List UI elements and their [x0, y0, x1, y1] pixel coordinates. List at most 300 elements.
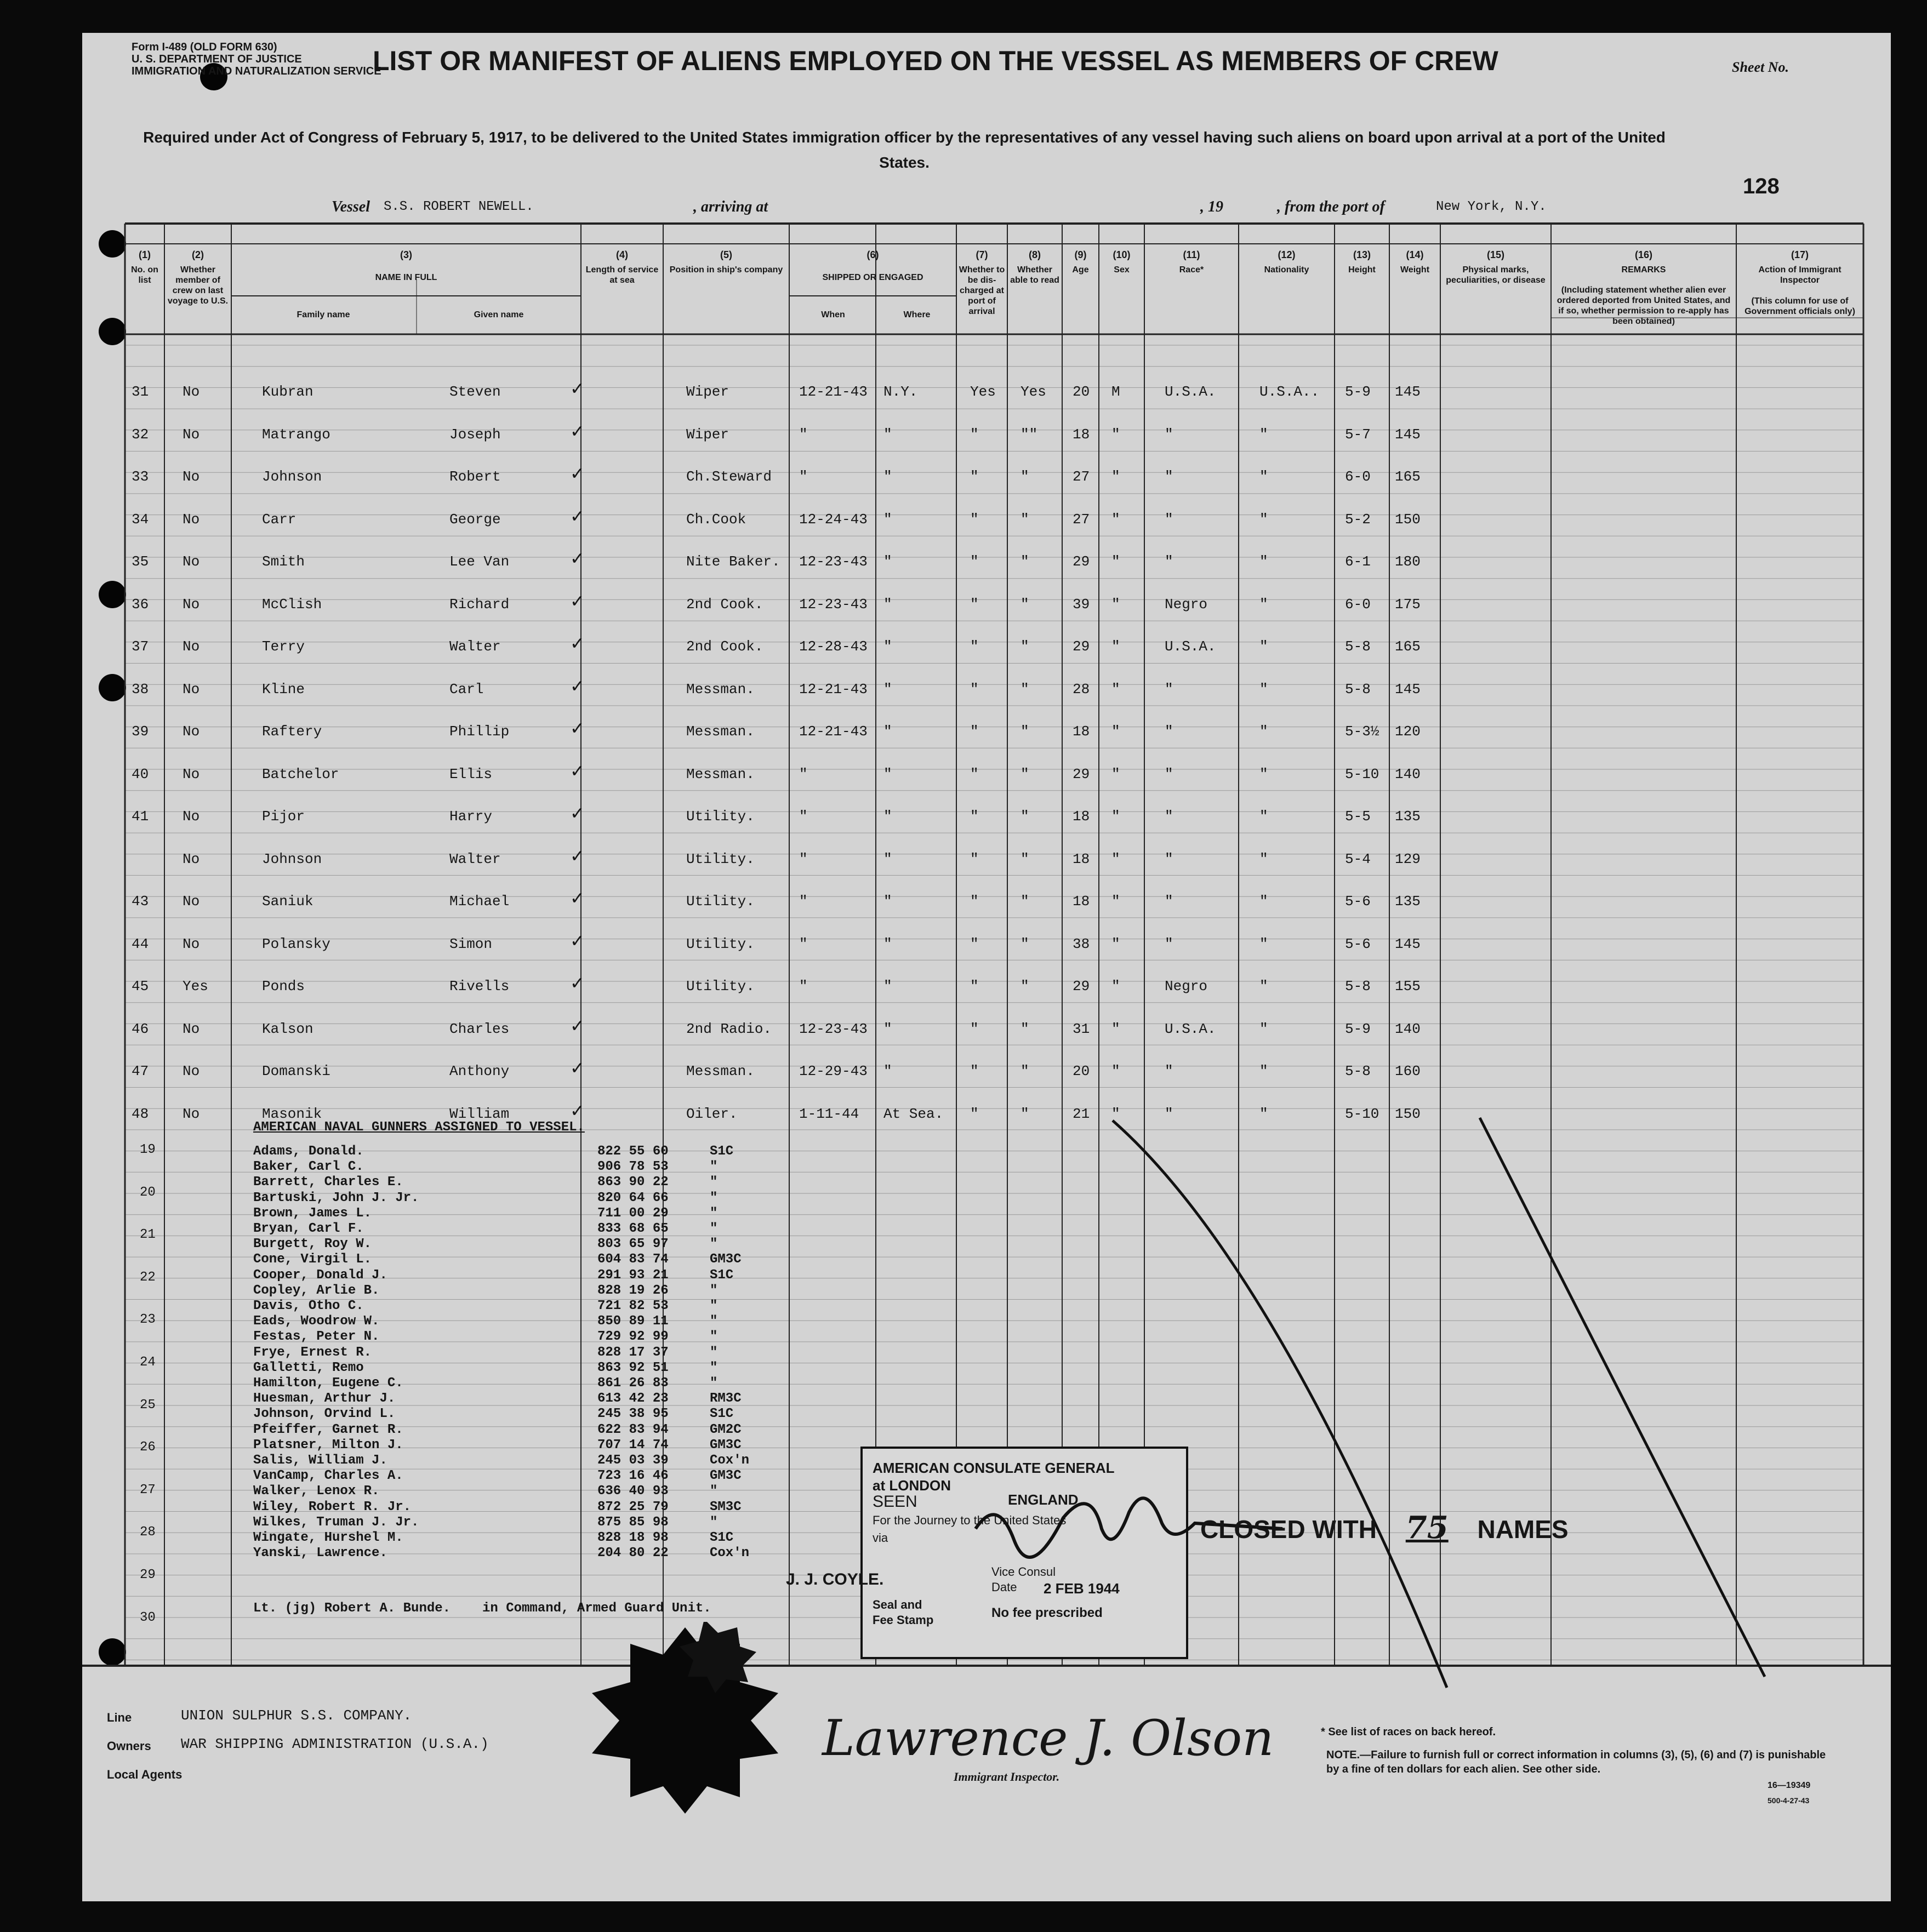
stamp-seal: Seal and [873, 1598, 922, 1611]
crew-age: 29 [1073, 765, 1090, 782]
crew-shipped-where: At Sea. [883, 1105, 944, 1122]
lower-row-number: 22 [140, 1270, 156, 1285]
arriving-label: , arriving at [693, 198, 768, 215]
check-icon: ✓ [570, 930, 585, 951]
gunner-rating: S1C [710, 1407, 734, 1422]
crew-shipped-when: 12-29-43 [799, 1063, 868, 1079]
column-header: Length of service at sea [585, 265, 659, 285]
crew-age: 18 [1073, 426, 1090, 443]
crew-sex: " [1111, 893, 1120, 910]
crew-row-number: 43 [132, 893, 149, 910]
crew-given-name: William [449, 1105, 510, 1122]
crew-shipped-where: " [883, 935, 892, 952]
lower-row-number: 23 [140, 1312, 156, 1328]
check-icon: ✓ [570, 1015, 585, 1036]
column-header: Age [1072, 265, 1089, 275]
gunner-service-number: 707 14 74 [597, 1437, 669, 1453]
crew-row-number: 44 [132, 935, 149, 952]
column-header: Whether able to read [1010, 265, 1059, 285]
gunner-rating: " [710, 1376, 718, 1391]
owners-label: Owners [107, 1739, 151, 1753]
crew-position: 2nd Cook. [686, 596, 763, 613]
crew-able-to-read: Yes [1020, 384, 1046, 400]
gunner-name: Cone, Virgil L. [253, 1252, 372, 1267]
crew-shipped-when: " [799, 808, 808, 825]
form-code-2: 500-4-27-43 [1768, 1796, 1810, 1805]
crew-age: 39 [1073, 596, 1090, 613]
gunner-name: Cooper, Donald J. [253, 1267, 387, 1283]
gunner-service-number: 245 03 39 [597, 1453, 669, 1468]
stamp-line3: SEEN [873, 1493, 917, 1511]
crew-sex: M [1111, 384, 1120, 400]
column-number: (4) [616, 249, 628, 260]
crew-race: " [1165, 1105, 1173, 1122]
gunner-service-number: 204 80 22 [597, 1546, 669, 1561]
column-number: (13) [1353, 249, 1371, 260]
crew-shipped-where: " [883, 808, 892, 825]
crew-prior-voyage: No [183, 468, 200, 485]
lower-row-number: 27 [140, 1482, 156, 1497]
crew-height: 5-8 [1345, 1063, 1371, 1079]
crew-position: Messman. [686, 681, 755, 698]
crew-nationality: " [1259, 596, 1268, 613]
inspector-signature: Lawrence J. Olson [822, 1710, 1274, 1767]
closed-suffix: NAMES [1477, 1515, 1569, 1544]
gunner-service-number: 622 83 94 [597, 1422, 669, 1437]
crew-family-name: Terry [262, 638, 305, 655]
crew-row-number: 33 [132, 468, 149, 485]
gunner-rating: SM3C [710, 1499, 742, 1514]
column-number: (3) [400, 249, 412, 260]
stamp-line1: AMERICAN CONSULATE GENERAL [873, 1460, 1115, 1476]
crew-height: 5-4 [1345, 850, 1371, 867]
crew-discharged: Yes [970, 384, 996, 400]
crew-family-name: Pijor [262, 808, 305, 825]
stamp-line4: For the Journey to the United States [873, 1513, 1067, 1527]
crew-race: " [1165, 553, 1173, 570]
year-label: , 19 [1200, 198, 1223, 215]
crew-prior-voyage: No [183, 765, 200, 782]
crew-discharged: " [970, 765, 979, 782]
check-icon: ✓ [570, 888, 585, 908]
lower-row-number: 28 [140, 1525, 156, 1540]
crew-shipped-when: " [799, 935, 808, 952]
gunner-rating: " [710, 1484, 718, 1499]
gunner-service-number: 820 64 66 [597, 1190, 669, 1205]
gunner-service-number: 875 85 98 [597, 1514, 669, 1530]
crew-nationality: " [1259, 765, 1268, 782]
check-icon: ✓ [570, 760, 585, 781]
crew-discharged: " [970, 1063, 979, 1079]
crew-discharged: " [970, 468, 979, 485]
crew-able-to-read: " [1020, 893, 1029, 910]
gunner-rating: " [710, 1175, 718, 1190]
column-number: (7) [976, 249, 988, 260]
crew-race: U.S.A. [1165, 638, 1216, 655]
crew-race: U.S.A. [1165, 1020, 1216, 1037]
inspector-signature-label: Immigrant Inspector. [954, 1770, 1060, 1784]
crew-row-number: 48 [132, 1105, 149, 1122]
crew-race: Negro [1165, 596, 1208, 613]
lower-row-number: 29 [140, 1568, 156, 1582]
from-port: New York, N.Y. [1436, 199, 1547, 214]
crew-shipped-where: " [883, 511, 892, 528]
crew-able-to-read: " [1020, 978, 1029, 994]
gunner-service-number: 723 16 46 [597, 1468, 669, 1484]
action-note: (This column for use of Government officials only) [1744, 296, 1855, 316]
crew-race: " [1165, 468, 1173, 485]
crew-race: " [1165, 808, 1173, 825]
gunner-service-number: 729 92 99 [597, 1329, 669, 1345]
crew-nationality: " [1259, 1063, 1268, 1079]
crew-discharged: " [970, 681, 979, 698]
check-icon: ✓ [570, 378, 585, 399]
crew-family-name: Kline [262, 681, 305, 698]
crew-race: Negro [1165, 978, 1208, 994]
check-icon: ✓ [570, 1100, 585, 1121]
column-header: Sex [1114, 265, 1130, 275]
gunner-name: Burgett, Roy W. [253, 1237, 372, 1252]
crew-family-name: Masonik [262, 1105, 322, 1122]
crew-shipped-where: " [883, 1020, 892, 1037]
column-number: (9) [1074, 249, 1087, 260]
crew-shipped-when: 12-23-43 [799, 553, 868, 570]
gunner-rating: GM3C [710, 1468, 742, 1484]
crew-prior-voyage: No [183, 1105, 200, 1122]
crew-age: 20 [1073, 1063, 1090, 1079]
crew-shipped-when: 12-23-43 [799, 596, 868, 613]
commander-name: Lt. (jg) Robert A. Bunde. [253, 1601, 451, 1616]
crew-prior-voyage: No [183, 850, 200, 867]
gunner-service-number: 604 83 74 [597, 1252, 669, 1267]
crew-shipped-when: 12-21-43 [799, 723, 868, 740]
crew-discharged: " [970, 1105, 979, 1122]
lower-row-number: 25 [140, 1397, 156, 1413]
crew-row-number: 32 [132, 426, 149, 443]
column-header: Height [1348, 265, 1376, 275]
gunner-name: Bartuski, John J. Jr. [253, 1190, 419, 1205]
crew-sex: " [1111, 808, 1120, 825]
gunner-service-number: 863 92 51 [597, 1360, 669, 1375]
crew-able-to-read: " [1020, 765, 1029, 782]
crew-discharged: " [970, 893, 979, 910]
crew-race: " [1165, 1063, 1173, 1079]
crew-given-name: Walter [449, 850, 501, 867]
crew-race: " [1165, 723, 1173, 740]
crew-family-name: Kalson [262, 1020, 313, 1037]
commander-role: in Command, Armed Guard Unit. [482, 1601, 711, 1616]
crew-shipped-where: " [883, 1063, 892, 1079]
crew-given-name: Richard [449, 596, 510, 613]
crew-able-to-read: " [1020, 1105, 1029, 1122]
crew-weight: 165 [1395, 638, 1421, 655]
crew-race: " [1165, 893, 1173, 910]
check-icon: ✓ [570, 675, 585, 696]
column-header: REMARKS [1621, 265, 1666, 275]
crew-family-name: Matrango [262, 426, 330, 443]
crew-prior-voyage: No [183, 596, 200, 613]
crew-height: 5-9 [1345, 384, 1371, 400]
crew-nationality: " [1259, 468, 1268, 485]
gunner-name: Copley, Arlie B. [253, 1283, 380, 1298]
crew-able-to-read: " [1020, 681, 1029, 698]
column-number: (11) [1183, 249, 1200, 260]
gunner-service-number: 863 90 22 [597, 1175, 669, 1190]
crew-shipped-when: " [799, 765, 808, 782]
gunner-rating: S1C [710, 1144, 734, 1159]
check-icon: ✓ [570, 718, 585, 739]
crew-weight: 120 [1395, 723, 1421, 740]
stamp-fee: Fee Stamp [873, 1613, 934, 1627]
column-number: (17) [1791, 249, 1809, 260]
crew-nationality: " [1259, 935, 1268, 952]
crew-nationality: " [1259, 1105, 1268, 1122]
crew-family-name: Polansky [262, 935, 330, 952]
crew-sex: " [1111, 553, 1120, 570]
gunner-name: Wiley, Robert R. Jr. [253, 1499, 412, 1514]
gunner-name: Brown, James L. [253, 1205, 372, 1221]
crew-shipped-where: " [883, 723, 892, 740]
check-icon: ✓ [570, 505, 585, 527]
crew-sex: " [1111, 765, 1120, 782]
gunner-service-number: 828 17 37 [597, 1345, 669, 1360]
crew-prior-voyage: No [183, 723, 200, 740]
crew-height: 5-2 [1345, 511, 1371, 528]
column-number: (6) [866, 249, 879, 260]
gunner-rating: GM3C [710, 1437, 742, 1453]
crew-position: Ch.Cook [686, 511, 746, 528]
crew-prior-voyage: No [183, 893, 200, 910]
column-number: (5) [720, 249, 732, 260]
check-icon: ✓ [570, 845, 585, 866]
crew-height: 5-8 [1345, 681, 1371, 698]
gunner-rating: GM2C [710, 1422, 742, 1437]
from-port-label: , from the port of [1277, 198, 1385, 215]
crew-position: Utility. [686, 893, 755, 910]
crew-position: Messman. [686, 1063, 755, 1079]
crew-sex: " [1111, 723, 1120, 740]
crew-discharged: " [970, 935, 979, 952]
crew-shipped-when: " [799, 426, 808, 443]
crew-age: 18 [1073, 893, 1090, 910]
gunner-service-number: 711 00 29 [597, 1205, 669, 1221]
crew-nationality: U.S.A.. [1259, 384, 1320, 400]
crew-given-name: Simon [449, 935, 493, 952]
crew-sex: " [1111, 426, 1120, 443]
crew-age: 28 [1073, 681, 1090, 698]
gunner-service-number: 828 18 98 [597, 1530, 669, 1545]
crew-able-to-read: "" [1020, 426, 1038, 443]
races-note: * See list of races on back hereof. [1321, 1726, 1496, 1738]
stamp-title: Vice Consul [991, 1565, 1056, 1579]
column-number: (14) [1406, 249, 1424, 260]
crew-weight: 150 [1395, 1105, 1421, 1122]
gunner-service-number: 828 19 26 [597, 1283, 669, 1298]
crew-able-to-read: " [1020, 935, 1029, 952]
gunner-rating: " [710, 1329, 718, 1345]
crew-given-name: Lee Van [449, 553, 510, 570]
crew-age: 18 [1073, 723, 1090, 740]
crew-able-to-read: " [1020, 1063, 1029, 1079]
crew-nationality: " [1259, 681, 1268, 698]
crew-position: Utility. [686, 808, 755, 825]
gunner-service-number: 822 55 60 [597, 1144, 669, 1159]
crew-prior-voyage: No [183, 638, 200, 655]
check-icon: ✓ [570, 590, 585, 611]
gunner-rating: " [710, 1159, 718, 1175]
crew-weight: 129 [1395, 850, 1421, 867]
crew-given-name: George [449, 511, 501, 528]
crew-family-name: Raftery [262, 723, 322, 740]
column-header: Nationality [1264, 265, 1309, 275]
crew-height: 5-6 [1345, 935, 1371, 952]
gunner-name: Davis, Otho C. [253, 1299, 364, 1313]
crew-height: 6-0 [1345, 596, 1371, 613]
crew-weight: 150 [1395, 511, 1421, 528]
crew-height: 5-10 [1345, 1105, 1379, 1122]
crew-prior-voyage: No [183, 1063, 200, 1079]
crew-weight: 175 [1395, 596, 1421, 613]
closed-count: 75 [1405, 1510, 1449, 1546]
crew-discharged: " [970, 638, 979, 655]
column-number: (12) [1278, 249, 1296, 260]
crew-race: " [1165, 850, 1173, 867]
gunner-service-number: 613 42 23 [597, 1391, 669, 1407]
crew-weight: 145 [1395, 935, 1421, 952]
crew-age: 31 [1073, 1020, 1090, 1037]
crew-weight: 145 [1395, 426, 1421, 443]
lower-row-number: 21 [140, 1227, 156, 1243]
crew-sex: " [1111, 850, 1120, 867]
gunner-service-number: 861 26 83 [597, 1376, 669, 1391]
crew-race: " [1165, 426, 1173, 443]
crew-able-to-read: " [1020, 511, 1029, 528]
crew-prior-voyage: No [183, 426, 200, 443]
page-subtitle: Required under Act of Congress of February 5, 1917, to be delivered to the United States immigration officer by the representatives of any vessel having such aliens on board upon arrival at a port of the United States. [143, 129, 1666, 171]
crew-position: Messman. [686, 723, 755, 740]
crew-weight: 140 [1395, 1020, 1421, 1037]
crew-row-number: 47 [132, 1063, 149, 1079]
column-header: NAME IN FULL [375, 273, 437, 282]
crew-age: 27 [1073, 468, 1090, 485]
crew-height: 5-9 [1345, 1020, 1371, 1037]
crew-sex: " [1111, 1020, 1120, 1037]
lower-row-number: 24 [140, 1355, 156, 1370]
crew-family-name: Kubran [262, 384, 313, 400]
crew-family-name: Carr [262, 511, 297, 528]
crew-row-number: 38 [132, 681, 149, 698]
crew-given-name: Joseph [449, 426, 501, 443]
crew-shipped-when: 12-28-43 [799, 638, 868, 655]
gunner-name: Yanski, Lawrence. [253, 1546, 387, 1561]
stamp-date-label: Date [991, 1580, 1017, 1594]
gunner-name: Galletti, Remo [253, 1360, 364, 1375]
crew-row-number: 45 [132, 978, 149, 994]
crew-height: 6-0 [1345, 468, 1371, 485]
crew-nationality: " [1259, 426, 1268, 443]
lower-row-number: 30 [140, 1610, 156, 1625]
gunner-name: Baker, Carl C. [253, 1159, 364, 1175]
crew-weight: 145 [1395, 384, 1421, 400]
column-number: (1) [139, 249, 151, 260]
column-number: (2) [192, 249, 204, 260]
column-header: Action of Immigrant Inspector [1758, 265, 1842, 285]
crew-age: 29 [1073, 638, 1090, 655]
crew-race: " [1165, 681, 1173, 698]
gunner-rating: S1C [710, 1530, 734, 1545]
crew-row-number: 37 [132, 638, 149, 655]
crew-age: 27 [1073, 511, 1090, 528]
line-label: Line [107, 1711, 132, 1724]
crew-prior-voyage: No [183, 935, 200, 952]
department: U. S. DEPARTMENT OF JUSTICE [132, 53, 302, 65]
sheet-label: Sheet No. [1732, 59, 1789, 75]
crew-race: " [1165, 511, 1173, 528]
crew-discharged: " [970, 553, 979, 570]
crew-prior-voyage: No [183, 808, 200, 825]
crew-shipped-where: " [883, 765, 892, 782]
crew-discharged: " [970, 808, 979, 825]
crew-age: 38 [1073, 935, 1090, 952]
crew-nationality: " [1259, 850, 1268, 867]
crew-weight: 145 [1395, 681, 1421, 698]
vessel-label: Vessel [332, 198, 370, 215]
stamp-line2: at LONDON [873, 1477, 951, 1494]
crew-position: Utility. [686, 850, 755, 867]
crew-position: Utility. [686, 978, 755, 994]
gunner-service-number: 803 65 97 [597, 1237, 669, 1252]
crew-sex: " [1111, 638, 1120, 655]
crew-discharged: " [970, 1020, 979, 1037]
gunner-rating: " [710, 1221, 718, 1236]
sheet-number: 128 [1743, 174, 1780, 198]
gunner-name: Eads, Woodrow W. [253, 1314, 380, 1329]
owners-value: WAR SHIPPING ADMINISTRATION (U.S.A.) [181, 1736, 489, 1752]
crew-given-name: Walter [449, 638, 501, 655]
gunner-rating: Cox'n [710, 1453, 750, 1468]
crew-weight: 135 [1395, 893, 1421, 910]
check-icon: ✓ [570, 548, 585, 569]
crew-given-name: Harry [449, 808, 493, 825]
gunner-name: Wingate, Hurshel M. [253, 1530, 403, 1545]
crew-family-name: Batchelor [262, 765, 339, 782]
crew-age: 18 [1073, 850, 1090, 867]
crew-position: 2nd Radio. [686, 1020, 772, 1037]
crew-given-name: Michael [449, 893, 510, 910]
crew-nationality: " [1259, 808, 1268, 825]
check-icon: ✓ [570, 803, 585, 824]
form-number: Form I-489 (OLD FORM 630) [132, 41, 277, 53]
crew-shipped-where: " [883, 850, 892, 867]
crew-height: 5-5 [1345, 808, 1371, 825]
stamp-line5: via [873, 1531, 888, 1545]
crew-given-name: Robert [449, 468, 501, 485]
gunner-name: Salis, William J. [253, 1453, 387, 1468]
crew-able-to-read: " [1020, 723, 1029, 740]
crew-prior-voyage: No [183, 384, 200, 400]
crew-height: 6-1 [1345, 553, 1371, 570]
gunner-name: Barrett, Charles E. [253, 1175, 403, 1190]
crew-row-number: 35 [132, 553, 149, 570]
crew-weight: 135 [1395, 808, 1421, 825]
crew-sex: " [1111, 1063, 1120, 1079]
crew-nationality: " [1259, 1020, 1268, 1037]
crew-row-number: 31 [132, 384, 149, 400]
crew-given-name: Rivells [449, 978, 510, 994]
gunner-name: Huesman, Arthur J. [253, 1391, 396, 1407]
crew-discharged: " [970, 426, 979, 443]
crew-nationality: " [1259, 978, 1268, 994]
